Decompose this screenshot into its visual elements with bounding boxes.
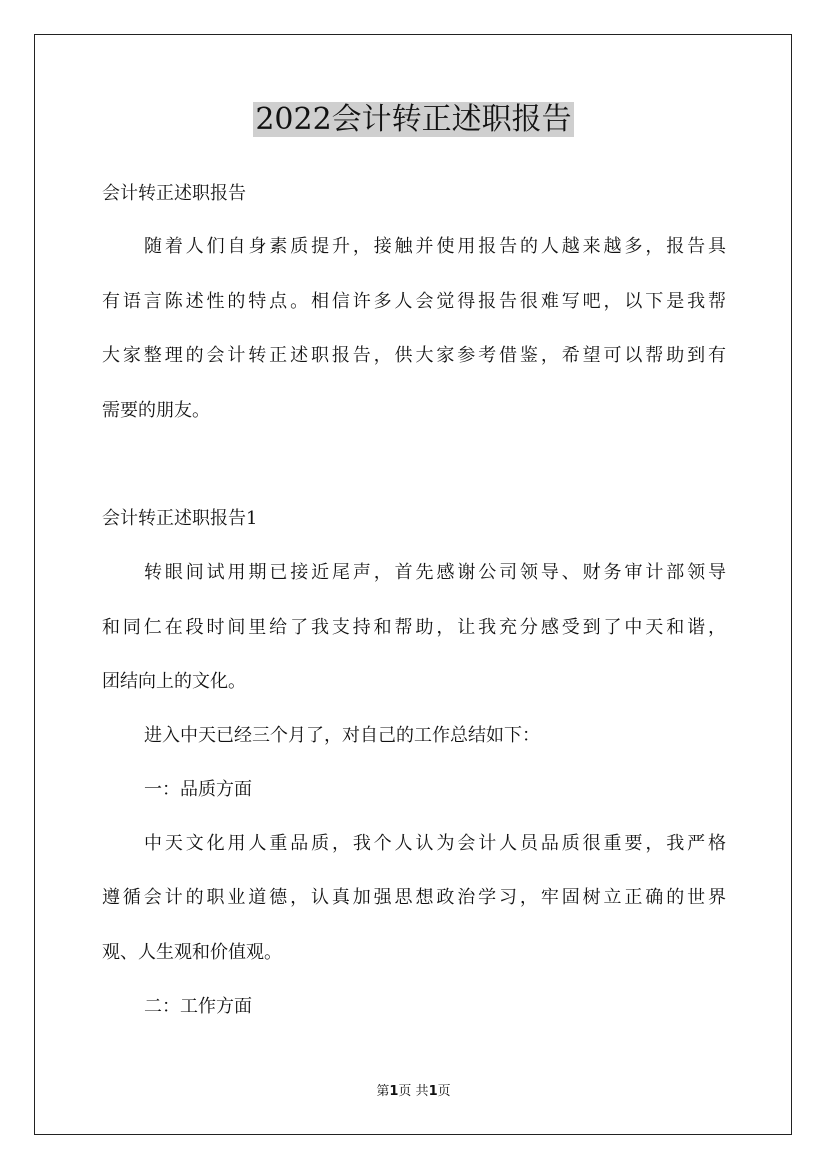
quality-para-line-1: 中天文化用人重品质，我个人认为会计人员品质很重要，我严格 [144, 833, 726, 854]
section-para-line-2: 和同仁在段时间里给了我支持和帮助，让我充分感受到了中天和谐， [102, 617, 726, 638]
intro-line-2: 有语言陈述性的特点。相信许多人会觉得报告很难写吧，以下是我帮 [102, 291, 726, 312]
quality-para-line-3: 观、人生观和价值观。 [102, 942, 282, 963]
document-subtitle: 会计转正述职报告 [102, 183, 246, 204]
section-heading: 会计转正述职报告1 [102, 508, 258, 529]
document-title: 2022会计转正述职报告 [255, 102, 572, 137]
summary-intro: 进入中天已经三个月了，对自己的工作总结如下： [144, 725, 540, 746]
page-footer: 第1页 共1页 [376, 1084, 451, 1099]
intro-line-1: 随着人们自身素质提升，接触并使用报告的人越来越多，报告具 [144, 236, 726, 257]
quality-para-line-2: 遵循会计的职业道德，认真加强思想政治学习，牢固树立正确的世界 [102, 887, 726, 908]
intro-line-3: 大家整理的会计转正述职报告，供大家参考借鉴，希望可以帮助到有 [102, 345, 726, 366]
point-heading-work: 二：工作方面 [144, 996, 252, 1017]
section-para-line-3: 团结向上的文化。 [102, 671, 246, 692]
section-para-line-1: 转眼间试用期已接近尾声，首先感谢公司领导、财务审计部领导 [144, 562, 726, 583]
point-heading-quality: 一：品质方面 [144, 779, 252, 800]
intro-line-4: 需要的朋友。 [102, 400, 210, 421]
